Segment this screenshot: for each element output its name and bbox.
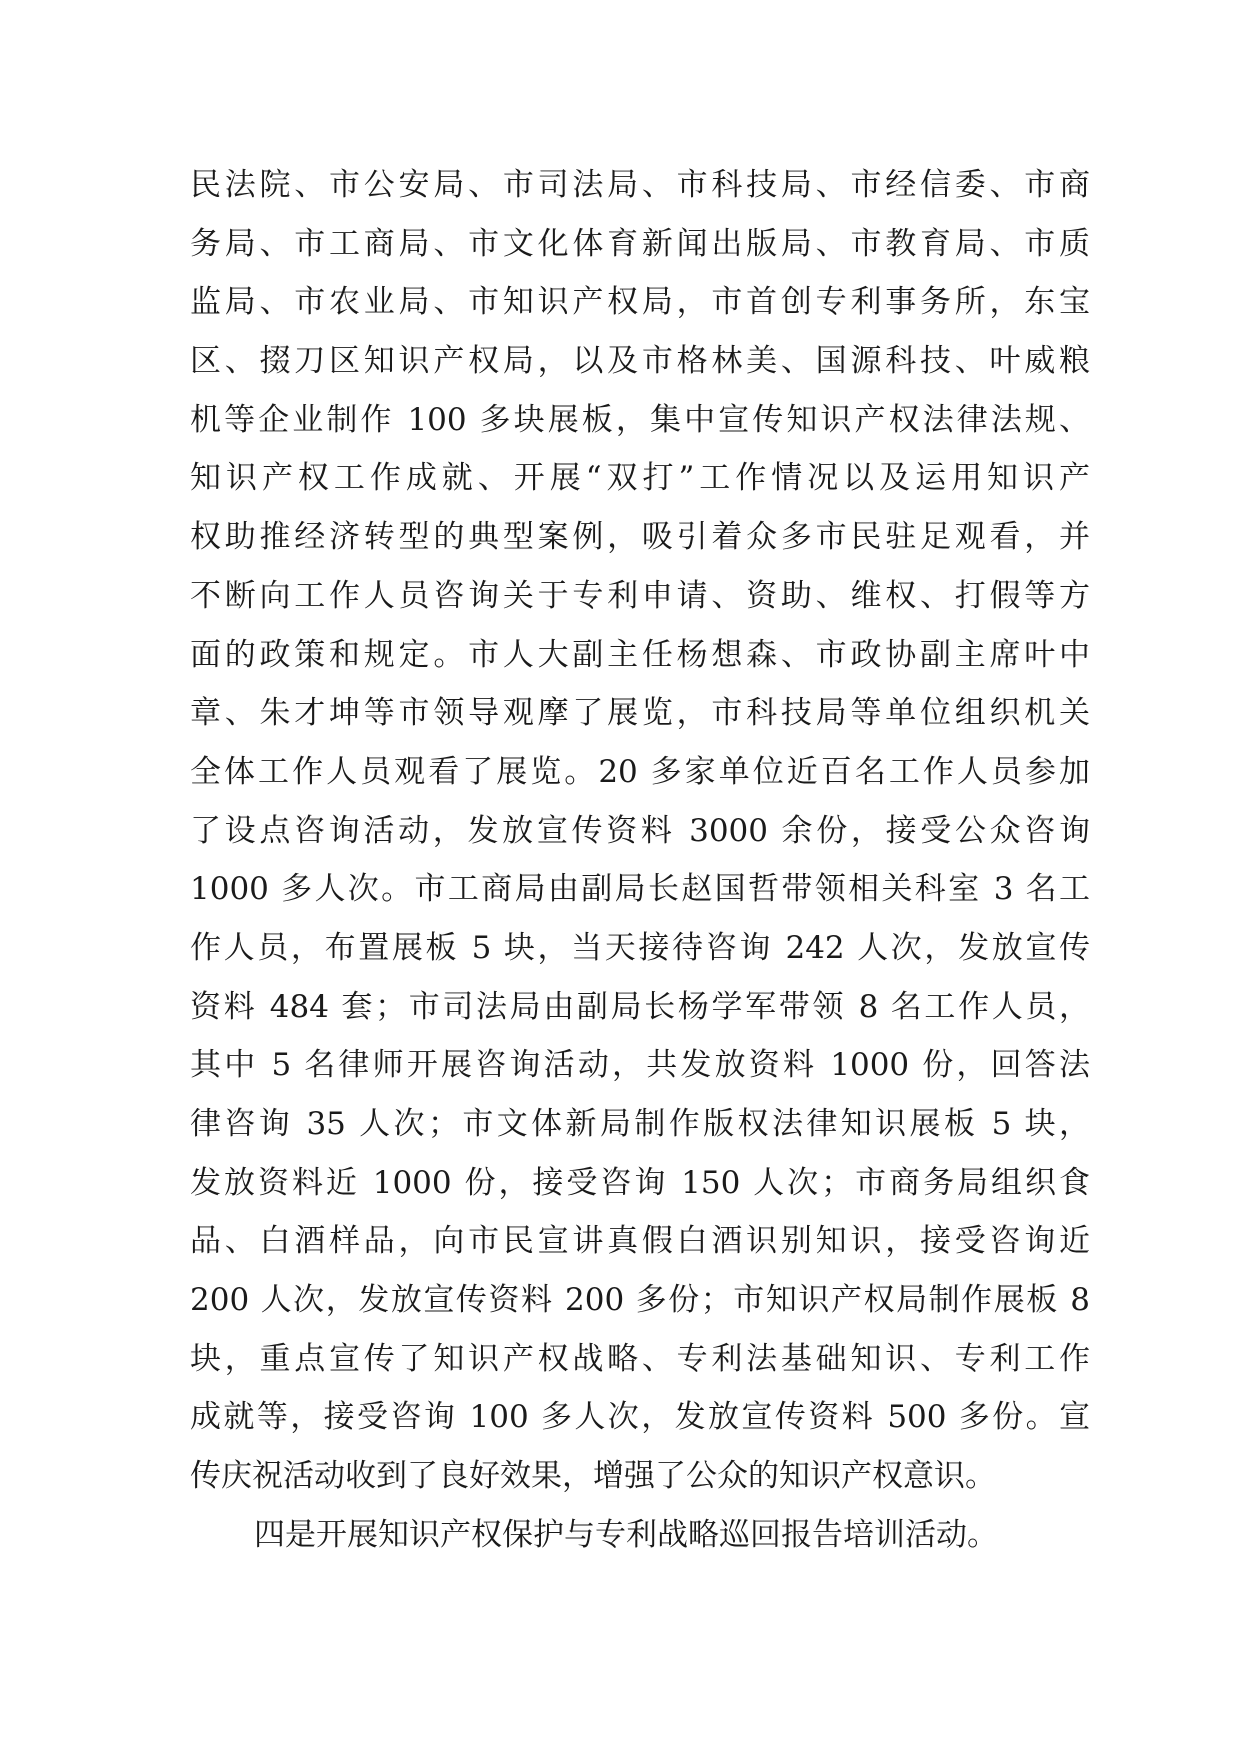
text-line: 监局、市农业局、市知识产权局，市首创专利事务所，东宝 [190,284,1090,321]
text-line: 务局、市工商局、市文化体育新闻出版局、市教育局、市质 [190,225,1090,262]
text-line: 块，重点宣传了知识产权战略、专利法基础知识、专利工作 [190,1340,1090,1377]
text-line: 民法院、市公安局、市司法局、市科技局、市经信委、市商 [190,167,1090,203]
text-line: 1000 多人次。市工商局由副局长赵国哲带领相关科室 3 名工 [190,871,1090,908]
text-line: 机等企业制作 100 多块展板，集中宣传知识产权法律法规、 [190,401,1090,438]
text-line: 知识产权工作成就、开展“双打”工作情况以及运用知识产 [190,460,1090,497]
text-line: 四是开展知识产权保护与专利战略巡回报告培训活动。 [254,1516,998,1553]
text-line: 律咨询 35 人次；市文体新局制作版权法律知识展板 5 块， [190,1106,1090,1142]
text-line: 不断向工作人员咨询关于专利申请、资助、维权、打假等方 [190,577,1090,614]
text-line: 全体工作人员观看了展览。20 多家单位近百名工作人员参加 [190,753,1090,790]
text-line: 传庆祝活动收到了良好效果，增强了公众的知识产权意识。 [190,1458,996,1495]
text-line: 成就等，接受咨询 100 多人次，发放宣传资料 500 多份。宣 [190,1399,1090,1436]
text-line: 200 人次，发放宣传资料 200 多份；市知识产权局制作展板 8 [190,1282,1090,1319]
text-line: 权助推经济转型的典型案例，吸引着众多市民驻足观看，并 [190,519,1090,556]
text-line: 面的政策和规定。市人大副主任杨想森、市政协副主席叶中 [190,636,1090,673]
text-line: 发放资料近 1000 份，接受咨询 150 人次；市商务局组织食 [190,1164,1090,1201]
text-line: 作人员，布置展板 5 块，当天接待咨询 242 人次，发放宣传 [190,929,1090,966]
text-line: 区、掇刀区知识产权局，以及市格林美、国源科技、叶威粮 [190,343,1090,380]
text-line: 章、朱才坤等市领导观摩了展览，市科技局等单位组织机关 [190,695,1090,732]
text-line: 了设点咨询活动，发放宣传资料 3000 余份，接受公众咨询 [190,812,1090,849]
paragraph [190,156,1090,1506]
paragraph [190,1506,1090,1565]
text-line: 品、白酒样品，向市民宣讲真假白酒识别知识，接受咨询近 [190,1223,1090,1260]
body-text [190,156,1090,1565]
text-line: 其中 5 名律师开展咨询活动，共发放资料 1000 份，回答法 [190,1047,1090,1084]
text-line: 资料 484 套；市司法局由副局长杨学军带领 8 名工作人员， [190,988,1090,1025]
